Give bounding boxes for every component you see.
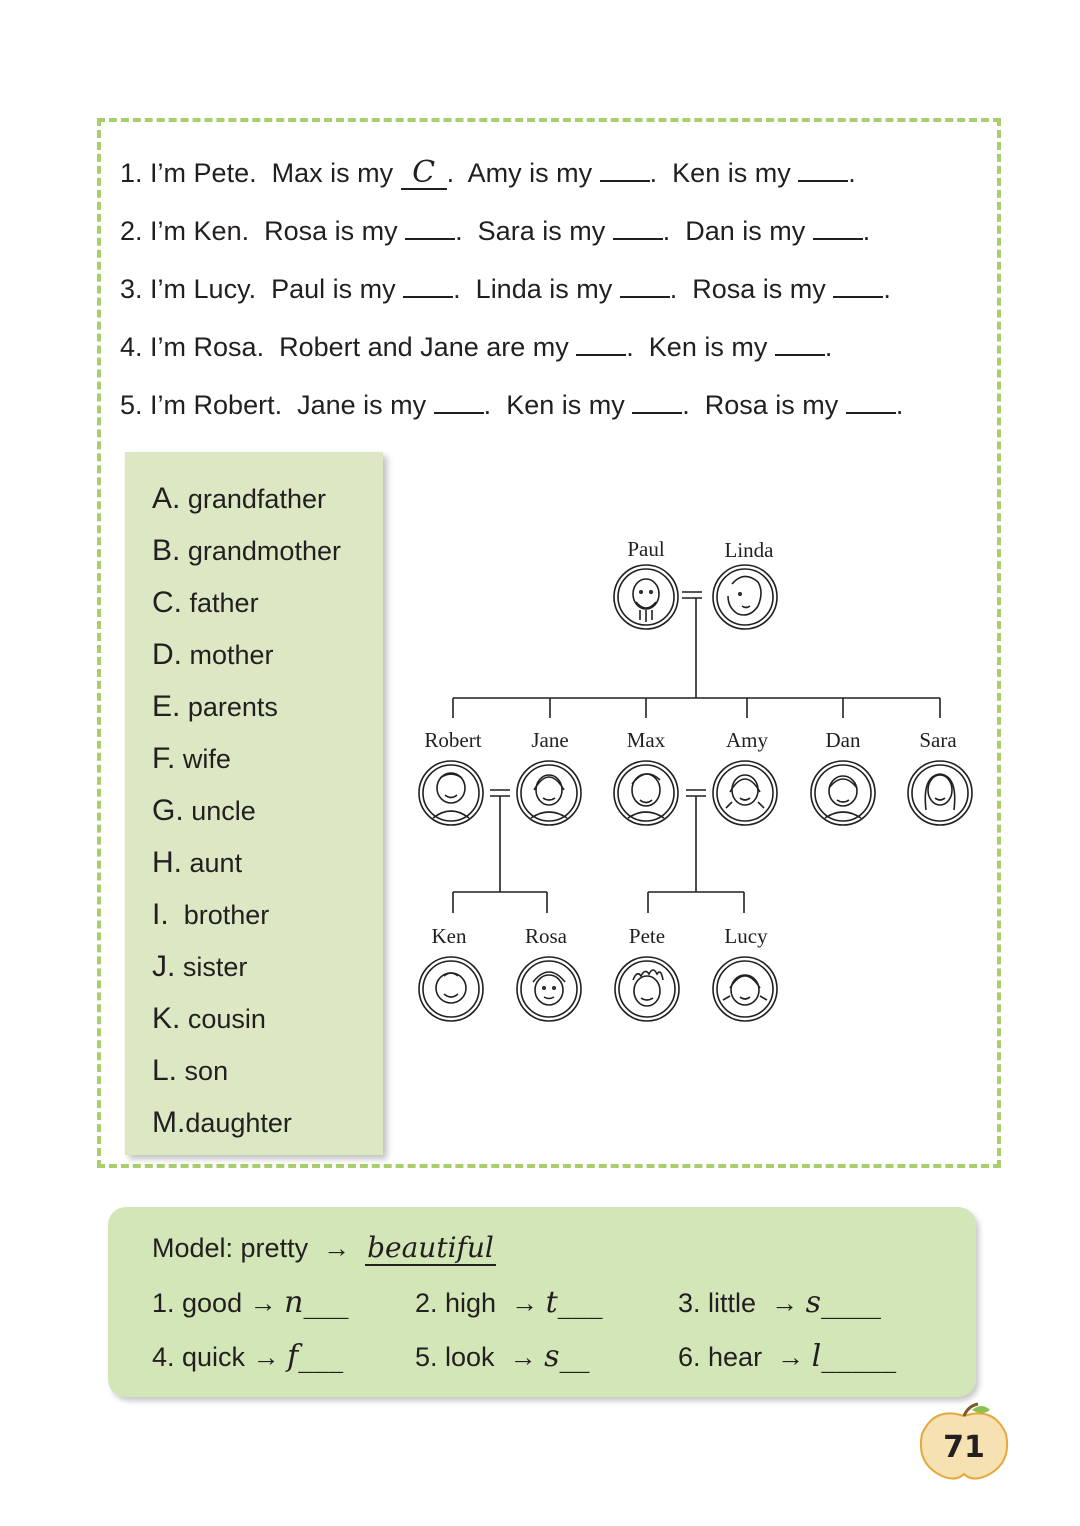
option-a: A. grandfather [152,482,326,515]
page-number: 71 [943,1430,985,1465]
portrait-rosa [517,957,581,1021]
exercise-item-1[interactable]: 1. good → n___ [152,1285,349,1320]
page-number-apple [916,1402,1012,1482]
name-sara: Sara [919,728,957,752]
answer-blank[interactable] [434,386,484,414]
answer-blank[interactable] [613,212,663,240]
word-options-box [125,452,383,1155]
name-max: Max [626,728,666,752]
portrait-amy [713,761,777,825]
question-2: 2. I’m Ken. Rosa is my . Sara is my . Dan is my . [120,212,870,247]
portrait-paul [614,565,678,629]
portrait-pete [615,957,679,1021]
option-k: K. cousin [152,1002,266,1035]
portrait-dan [811,761,875,825]
leaf-icon [972,1406,990,1413]
question-1: 1. I’m Pete. Max is my C . Amy is my . Ken is my . [120,155,856,190]
family-tree [400,520,990,1040]
name-ken: Ken [431,924,467,948]
answer-blank[interactable] [405,212,455,240]
answer-blank[interactable] [600,154,650,182]
name-rosa: Rosa [525,924,567,948]
option-b: B. grandmother [152,534,341,567]
name-robert: Robert [424,728,482,752]
answer-blank[interactable] [813,212,863,240]
answer-blank[interactable] [846,386,896,414]
name-pete: Pete [628,924,666,948]
option-i: I. brother [152,898,270,931]
exercise-item-2[interactable]: 2. high → t___ [415,1285,603,1320]
answer-blank[interactable] [833,270,883,298]
name-dan: Dan [825,728,861,752]
answer-blank[interactable] [576,328,626,356]
question-5: 5. I’m Robert. Jane is my . Ken is my . Rosa is my . [120,386,903,421]
answer-blank[interactable] [775,328,825,356]
option-f: F. wife [152,742,231,775]
option-d: D. mother [152,638,274,671]
portrait-robert [419,761,483,825]
word-exercise-box [108,1207,976,1397]
option-m: M.daughter [152,1106,292,1139]
answer-blank[interactable] [403,270,453,298]
model-answer: beautiful [367,1231,494,1264]
portrait-lucy [713,957,777,1021]
exercise-item-5[interactable]: 5. look → s__ [415,1339,590,1374]
model-line: Model: pretty → beautiful [152,1231,494,1264]
answer-blank[interactable] [798,154,848,182]
name-lucy: Lucy [724,924,768,948]
option-e: E. parents [152,690,278,723]
exercise-item-6[interactable]: 6. hear → l_____ [678,1339,897,1374]
question-4: 4. I’m Rosa. Robert and Jane are my . Ken is my . [120,328,832,363]
option-h: H. aunt [152,846,243,879]
option-c: C. father [152,586,259,619]
name-paul: Paul [627,537,665,561]
option-j: J. sister [152,950,248,983]
portrait-sara [908,761,972,825]
answer-blank[interactable] [620,270,670,298]
portrait-max [614,761,678,825]
portrait-linda [713,565,777,629]
answer-blank[interactable] [632,386,682,414]
portrait-jane [517,761,581,825]
option-l: L. son [152,1054,229,1087]
name-jane: Jane [531,728,569,752]
exercise-item-4[interactable]: 4. quick → f___ [152,1339,344,1374]
answer-blank[interactable]: C [401,162,447,190]
question-3: 3. I’m Lucy. Paul is my . Linda is my . Rosa is my . [120,270,891,305]
portrait-ken [419,957,483,1021]
name-linda: Linda [724,538,774,562]
option-g: G. uncle [152,794,256,827]
exercise-item-3[interactable]: 3. little → s____ [678,1285,881,1320]
name-amy: Amy [726,728,768,752]
